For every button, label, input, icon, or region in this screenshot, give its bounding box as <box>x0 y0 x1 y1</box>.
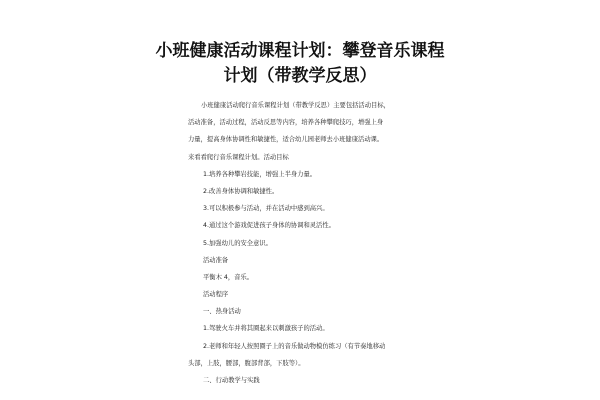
section-heading: 活动准备 <box>203 256 229 264</box>
paragraph-line: 头部，上肢，腰部，腹部背部，下肢等）。 <box>188 359 305 367</box>
list-item: 2.改善身体协调和敏捷性。 <box>203 187 279 195</box>
section-heading: 二、行动教学与实践 <box>203 377 260 384</box>
list-item: 1.驾驶火车并将其圈起来以刺激孩子的活动。 <box>203 325 329 333</box>
list-item: 1.培养各种攀岩技能，增强上半身力量。 <box>203 170 317 178</box>
list-item: 4.通过这个游戏促进孩子身体的协调和灵活性。 <box>203 222 335 230</box>
paragraph-line: 活动准备，活动过程，活动反思等内容，培养各种攀爬技巧，增强上身 <box>188 119 384 127</box>
list-item: 5.加强幼儿的安全意识。 <box>203 239 272 247</box>
section-heading: 活动程序 <box>203 291 229 299</box>
paragraph-line: 力量，提高身体协调性和敏捷性，适合幼儿园老师去小班健康活动课。 <box>188 136 384 144</box>
paragraph-line: 小班健康活动爬行音乐课程计划（带教学反思）主要包括活动目标， <box>201 102 390 109</box>
section-heading: 一、热身活动 <box>203 308 241 316</box>
list-item: 3.可以积极参与活动，并在活动中感到高兴。 <box>203 205 329 213</box>
document-title-line-2: 计划（带教学反思） <box>223 66 377 86</box>
list-item: 2.老师和年轻人按照圈子上的音乐做动物模仿练习（有节奏地移动 <box>203 342 386 350</box>
paragraph-line: 来看看爬行音乐课程计划。活动目标 <box>188 153 289 161</box>
document-title-line-1: 小班健康活动课程计划：攀登音乐课程 <box>155 41 445 61</box>
document-body <box>188 97 428 389</box>
paragraph-line: 平衡木 4，音乐。 <box>203 273 254 281</box>
